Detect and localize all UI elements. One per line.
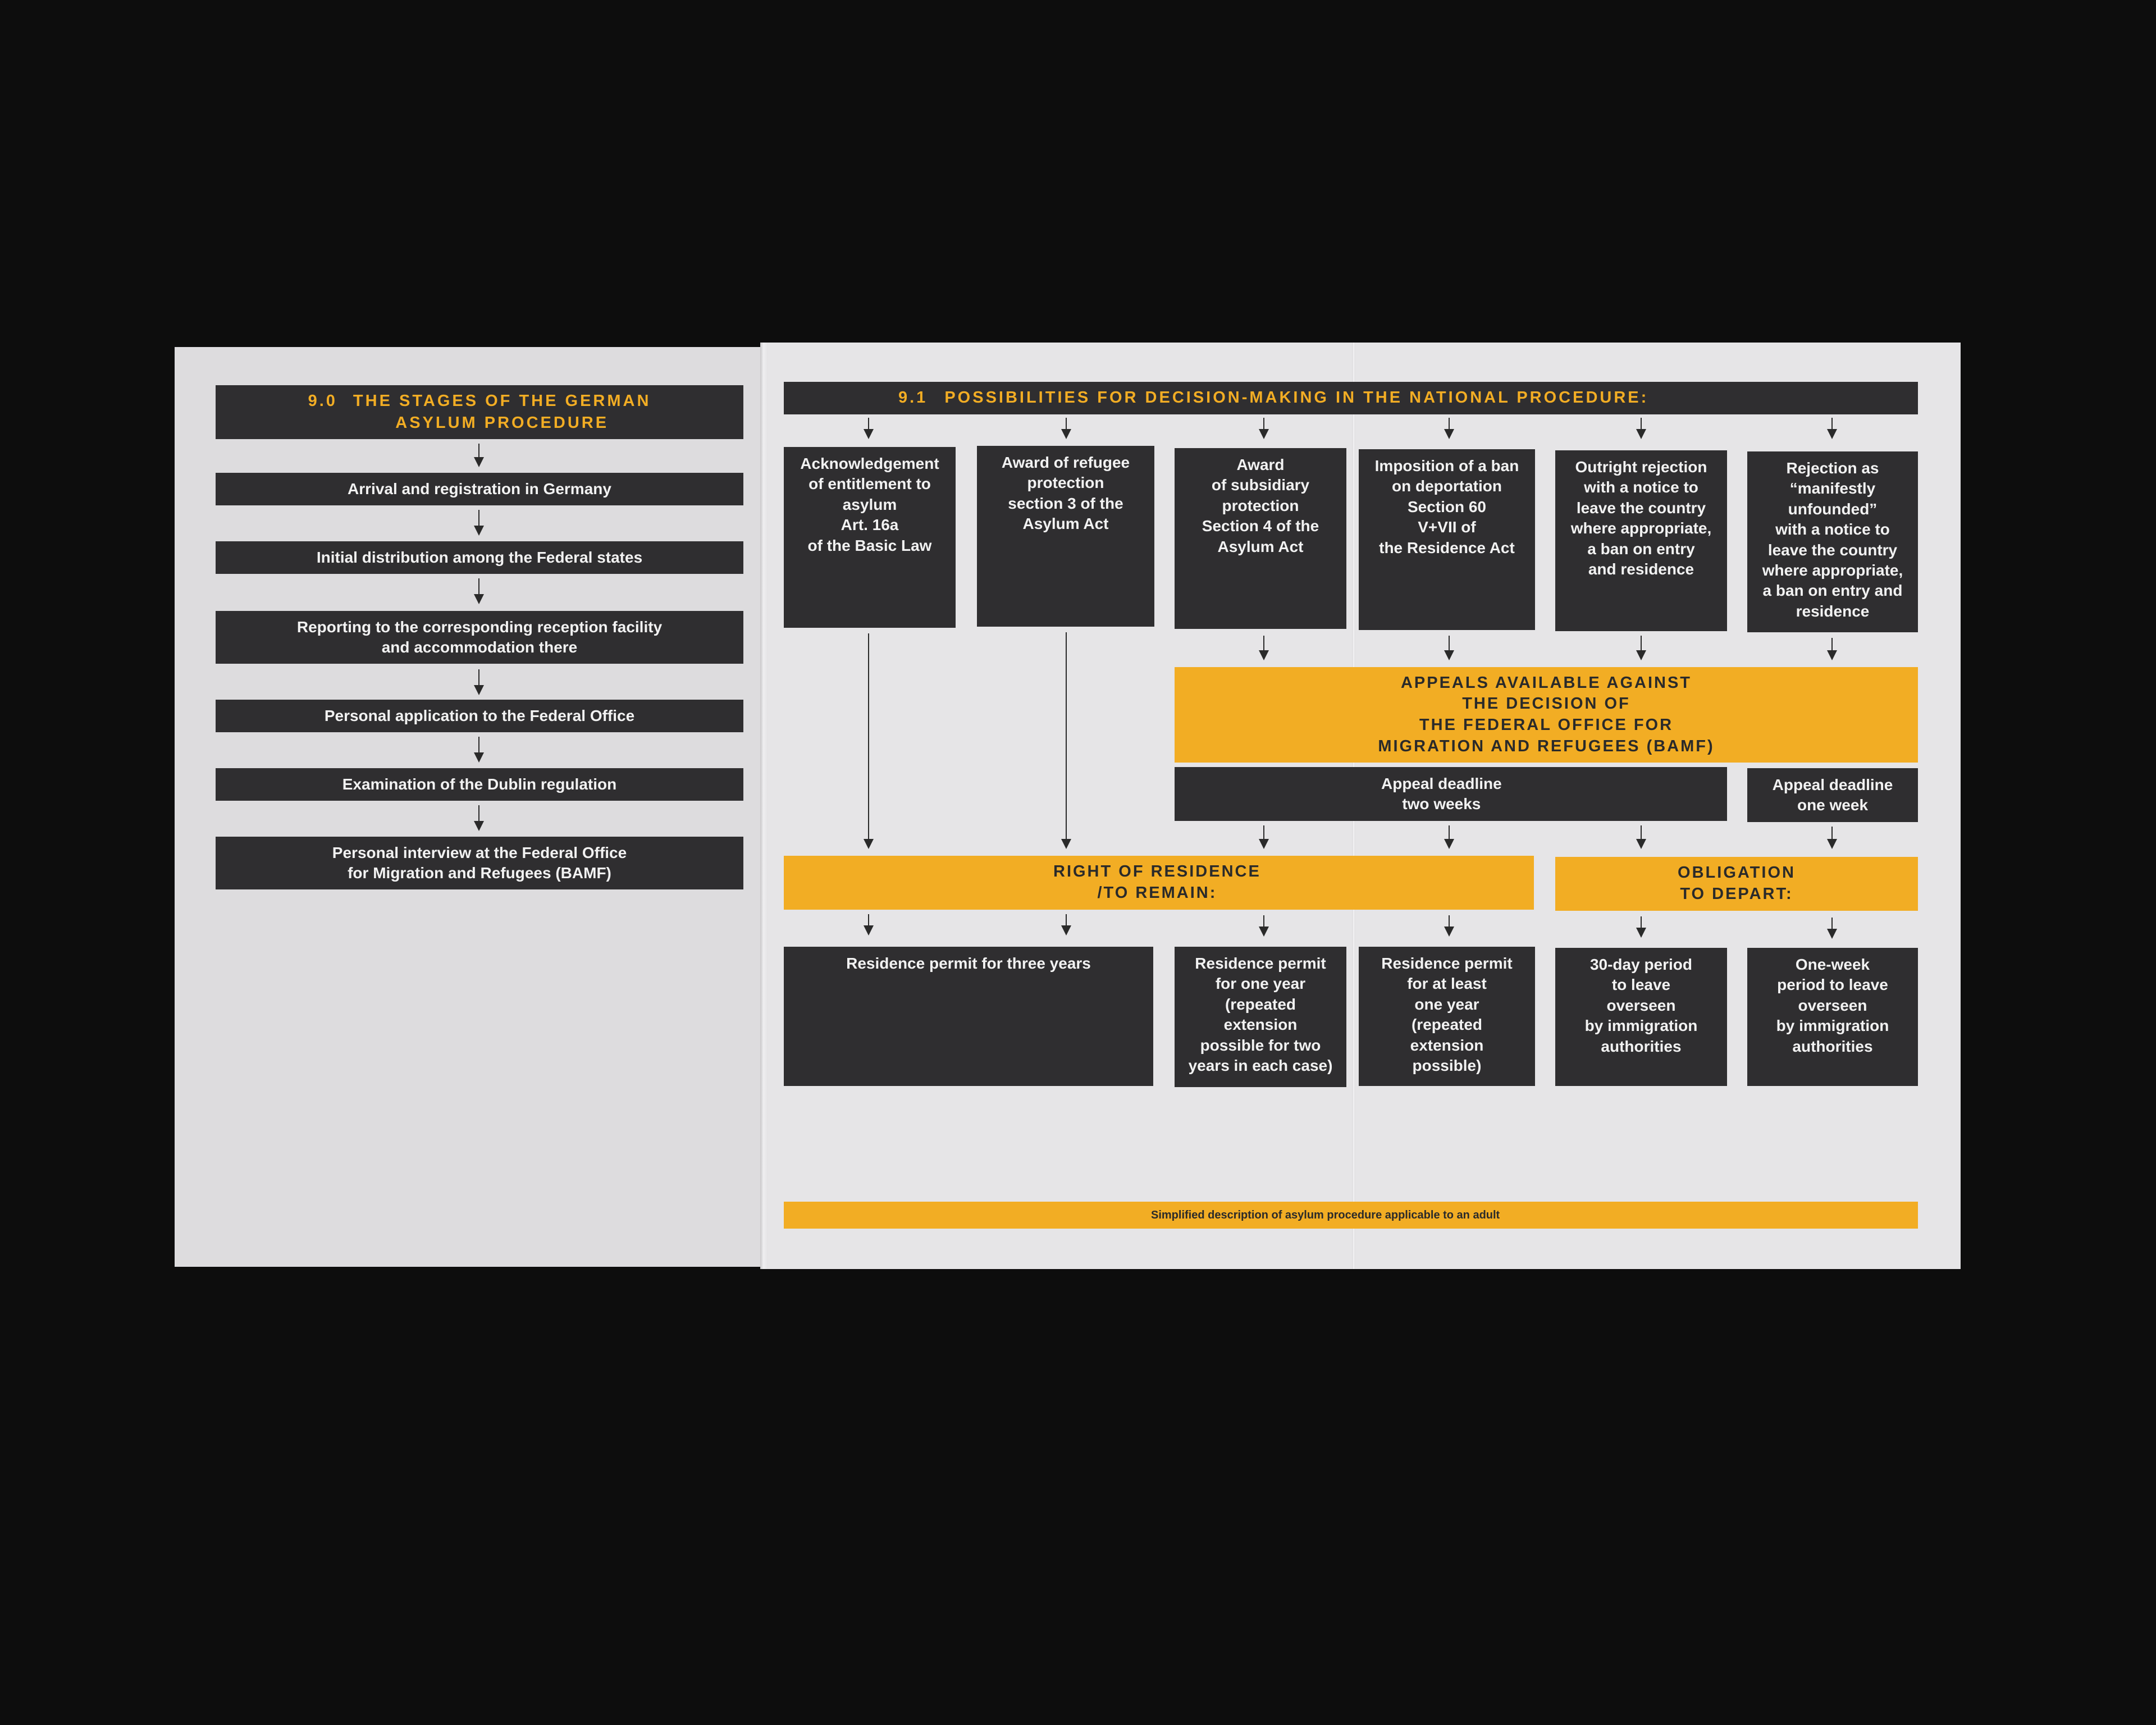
decision-asylum-entitlement	[784, 447, 956, 628]
book-gutter	[760, 343, 768, 1269]
outcome-30-day-period	[1555, 948, 1727, 1086]
appeals-title: APPEALS AVAILABLE AGAINST THE DECISION OF THE FEDERAL OFFICE FOR MIGRATION AND REFUGEES (BAMF)	[1378, 673, 1715, 755]
obligation-to-depart-bar	[1555, 857, 1918, 911]
flow-arrow	[478, 805, 479, 830]
step-distribution	[216, 541, 743, 574]
step-text: Personal application to the Federal Office	[324, 706, 635, 724]
flow-arrow	[1066, 632, 1067, 848]
flow-arrow	[1449, 418, 1450, 438]
step-personal-application	[216, 700, 743, 732]
step-text: Personal interview at the Federal Office for Migration and Refugees (BAMF)	[332, 843, 627, 882]
flow-arrow	[1831, 418, 1833, 438]
decision-subsidiary-protection	[1175, 448, 1346, 629]
step-personal-interview	[216, 837, 743, 889]
decision-text: Outright rejection with a notice to leave the country where appropriate, a ban on entry and residence	[1570, 458, 1712, 578]
deadline-text: Appeal deadline two weeks	[1381, 774, 1502, 813]
flow-arrow	[1263, 418, 1264, 438]
flow-arrow	[1449, 825, 1450, 848]
flow-arrow	[1641, 916, 1642, 937]
decision-outright-rejection	[1555, 450, 1727, 631]
decision-text: Acknowledgement of entitlement to asylum Art. 16a of the Basic Law	[800, 455, 939, 554]
step-text: Arrival and registration in Germany	[348, 480, 611, 498]
appeal-deadline-two-weeks	[1353, 767, 1727, 821]
footer-text: Simplified description of asylum procedure applicable to an adult	[1151, 1209, 1500, 1221]
decision-text: Imposition of a ban on deportation Section 60 V+VII of the Residence Act	[1374, 457, 1519, 556]
flow-arrow	[478, 737, 479, 761]
decision-refugee-protection	[977, 446, 1154, 627]
outcome-one-year-permit	[1175, 947, 1346, 1087]
flow-arrow	[1641, 636, 1642, 659]
outcome-text: 30-day period to leave overseen by immigration authorities	[1584, 956, 1698, 1055]
right-of-residence-bar	[784, 856, 1534, 910]
step-text: Reporting to the corresponding reception facility and accommodation there	[296, 618, 663, 656]
right-of-residence-label: RIGHT OF RESIDENCE /TO REMAIN:	[1053, 862, 1261, 902]
appeal-deadline-left-block	[1175, 767, 1353, 821]
right-page-title: POSSIBILITIES FOR DECISION-MAKING IN THE NATIONAL PROCEDURE:	[944, 389, 1649, 407]
outcome-one-week-period	[1747, 948, 1918, 1086]
flow-arrow	[1263, 915, 1264, 935]
decision-text: Rejection as “manifestly unfounded” with a notice to leave the country where appropriate, a ban on entry and residence	[1762, 459, 1903, 620]
flow-arrow	[1066, 914, 1067, 934]
outcome-three-year-permit	[784, 947, 1153, 1086]
appeals-bar	[1175, 667, 1918, 763]
outcome-text: Residence permit for one year (repeated extension possible for two years in each case)	[1188, 955, 1333, 1074]
decision-deportation-ban	[1359, 449, 1535, 630]
left-page-title: THE STAGES OF THE GERMAN ASYLUM PROCEDURE	[353, 391, 651, 432]
left-title-bar	[216, 385, 743, 439]
flow-arrow	[1263, 825, 1264, 848]
flow-arrow	[1641, 418, 1642, 438]
flow-arrow	[1831, 827, 1833, 848]
step-text: Examination of the Dublin regulation	[342, 775, 617, 793]
flow-arrow	[478, 669, 479, 694]
right-section-number: 9.1	[898, 389, 928, 407]
decision-manifestly-unfounded	[1747, 451, 1918, 632]
flow-arrow	[1831, 918, 1833, 938]
left-section-number: 9.0	[308, 391, 337, 410]
flow-arrow	[1066, 418, 1067, 438]
right-title-bar	[784, 382, 1918, 414]
flow-arrow	[1449, 915, 1450, 935]
obligation-label: OBLIGATION TO DEPART:	[1678, 864, 1796, 903]
flow-arrow	[868, 633, 869, 848]
footer-bar	[784, 1202, 1918, 1229]
step-reception-facility	[216, 611, 743, 664]
outcome-text: Residence permit for three years	[846, 955, 1091, 972]
decision-text: Award of subsidiary protection Section 4 of the Asylum Act	[1202, 456, 1319, 555]
flow-arrow	[1641, 825, 1642, 848]
flow-arrow	[868, 418, 869, 438]
deadline-text: Appeal deadline one week	[1772, 775, 1893, 814]
flow-arrow	[1263, 636, 1264, 659]
flow-arrow	[478, 444, 479, 466]
step-text: Initial distribution among the Federal states	[316, 548, 643, 566]
outcome-at-least-one-year-permit	[1359, 947, 1535, 1086]
appeal-deadline-one-week	[1747, 768, 1918, 822]
step-arrival	[216, 473, 743, 505]
outcome-text: Residence permit for at least one year (repeated extension possible)	[1381, 955, 1513, 1074]
flow-arrow	[478, 510, 479, 535]
flow-arrow	[1831, 638, 1833, 659]
decision-text: Award of refugee protection section 3 of the Asylum Act	[1001, 454, 1130, 533]
flow-arrow	[1449, 636, 1450, 659]
flow-arrow	[478, 578, 479, 603]
flow-arrow	[868, 914, 869, 934]
step-dublin-examination	[216, 768, 743, 801]
outcome-text: One-week period to leave overseen by immigration authorities	[1776, 956, 1889, 1055]
